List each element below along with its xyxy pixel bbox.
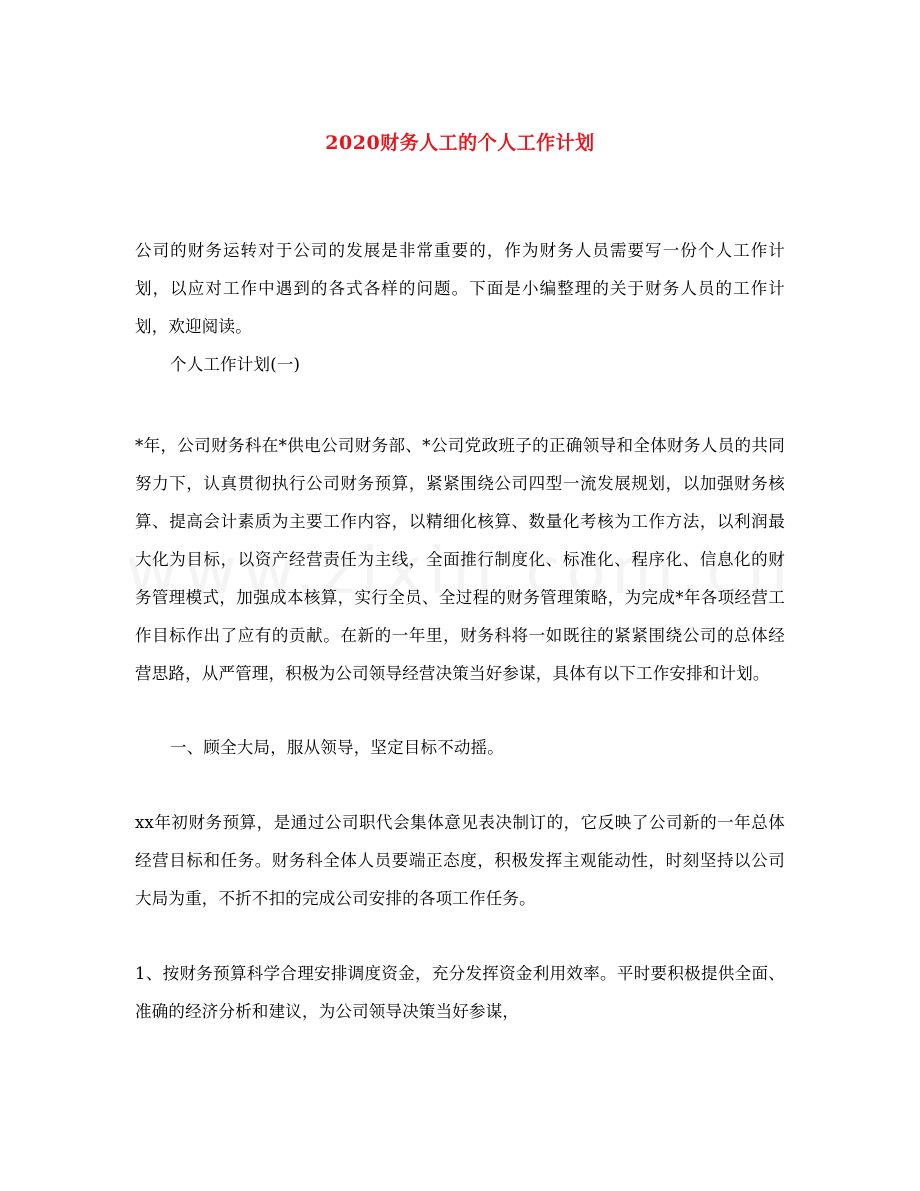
document-title: 2020财务人工的个人工作计划 <box>325 132 595 154</box>
item-one-paragraph: 1、按财务预算科学合理安排调度资金，充分发挥资金利用效率。平时要积极提供全面、准确的经济分析和建议，为公司领导决策当好参谋， <box>135 964 785 1021</box>
section-heading: 个人工作计划(一) <box>170 355 301 374</box>
budget-paragraph: xx年初财务预算，是通过公司职代会集体意见表决制订的，它反映了公司新的一年总体经营目标和任务。财务科全体人员要端正态度，积极发挥主观能动性，时刻坚持以公司大局为重，不折不扣的完成公司安排的各项工作任务。 <box>135 813 785 908</box>
intro-paragraph: 公司的财务运转对于公司的发展是非常重要的，作为财务人员需要写一份个人工作计划，以应对工作中遇到的各式各样的问题。下面是小编整理的关于财务人员的工作计划，欢迎阅读。 <box>135 241 785 336</box>
point-one-heading: 一、顾全大局，服从领导，坚定目标不动摇。 <box>170 738 504 757</box>
body-paragraph: *年，公司财务科在*供电公司财务部、*公司党政班子的正确领导和全体财务人员的共同努力下，认真贯彻执行公司财务预算，紧紧围绕公司四型一流发展规划，以加强财务核算、提高会计素质为主要工作内容，以精细化核算、数量化考核为工作方法，以利润最大化为目标，以资产经营责任为主线，全面推行制度化、标准化、程序化、信息化的财务管理模式，加强成本核算，实行全员、全过程的财务管理策略，为完成*年各项经营工作目标作出了应有的贡献。在新的一年里，财务科将一如既往的紧紧围绕公司的总体经营思路，从严管理，积极为公司领导经营决策当好参谋，具体有以下工作安排和计划。 <box>135 436 785 683</box>
